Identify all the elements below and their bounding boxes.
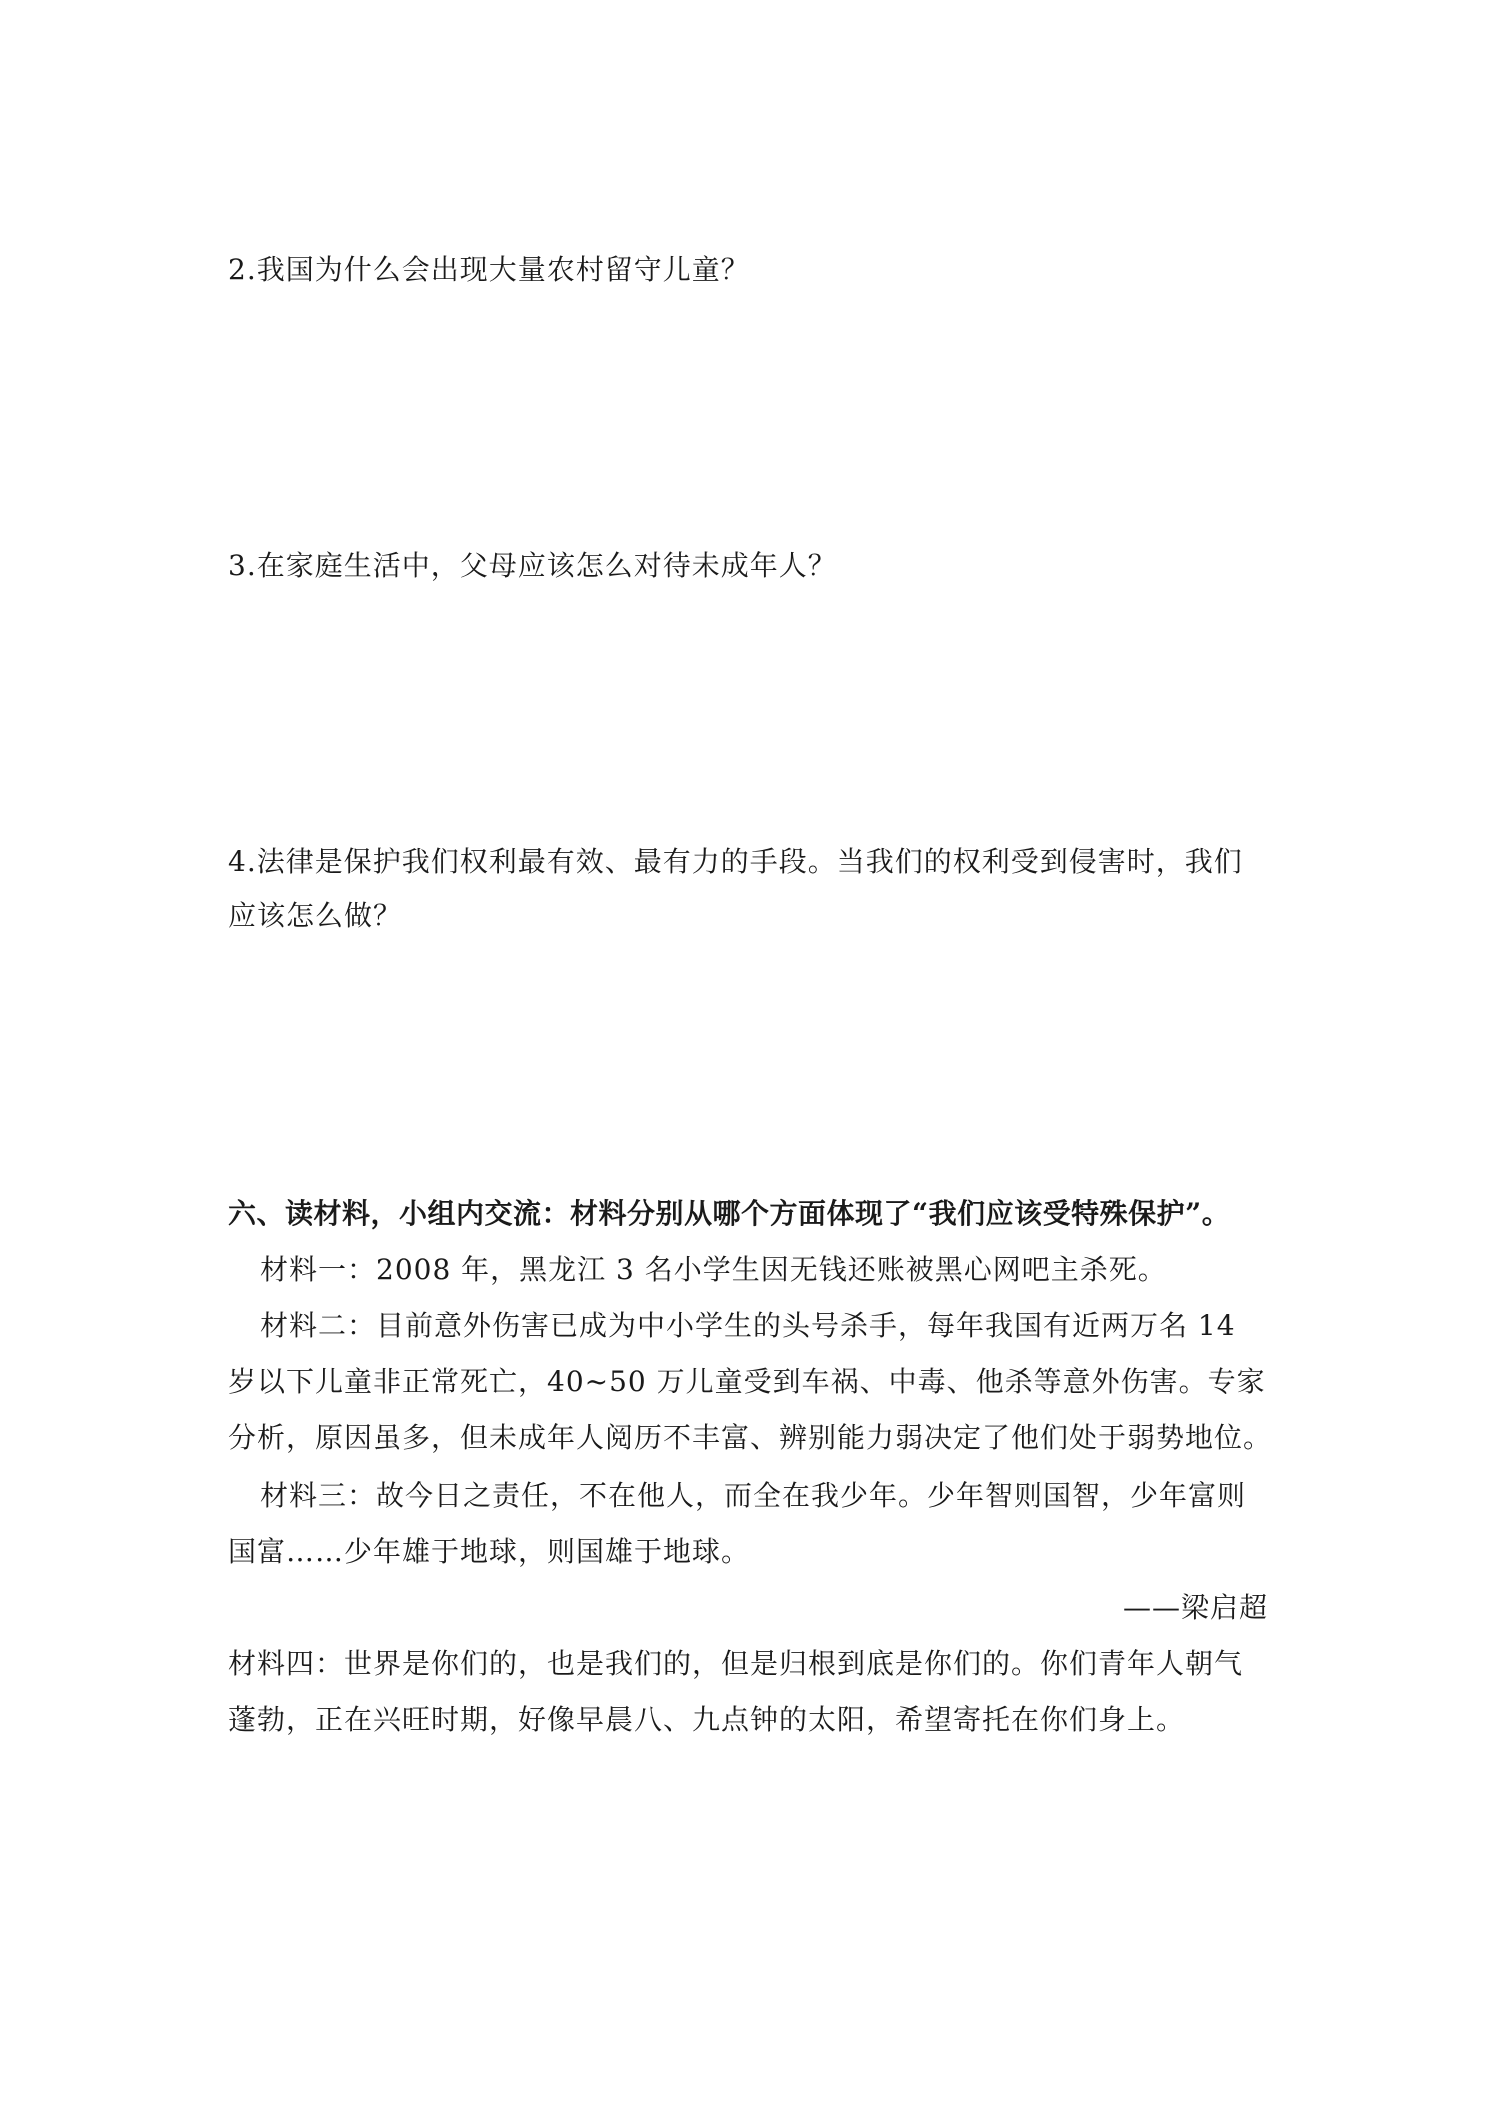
material-4-line-1: 材料四：世界是你们的，也是我们的，但是归根到底是你们的。你们青年人朝气 [228, 1647, 1244, 1680]
material-3-line-2: 国富……少年雄于地球，则国雄于地球。 [228, 1535, 751, 1568]
section-6-heading: 六、读材料，小组内交流：材料分别从哪个方面体现了“我们应该受特殊保护”。 [228, 1197, 1231, 1230]
material-3-line-1: 材料三：故今日之责任，不在他人，而全在我少年。少年智则国智，少年富则 [260, 1479, 1247, 1512]
question-4-line-1: 4.法律是保护我们权利最有效、最有力的手段。当我们的权利受到侵害时，我们 [228, 845, 1243, 878]
material-2-line-2: 岁以下儿童非正常死亡，40~50 万儿童受到车祸、中毒、他杀等意外伤害。专家 [228, 1365, 1266, 1398]
material-1: 材料一：2008 年，黑龙江 3 名小学生因无钱还账被黑心网吧主杀死。 [260, 1253, 1167, 1286]
material-3-attribution: ——梁启超 [1122, 1591, 1268, 1624]
material-2-line-1: 材料二：目前意外伤害已成为中小学生的头号杀手，每年我国有近两万名 14 [260, 1309, 1236, 1342]
material-4-line-2: 蓬勃，正在兴旺时期，好像早晨八、九点钟的太阳，希望寄托在你们身上。 [228, 1703, 1186, 1736]
material-2-line-3: 分析，原因虽多，但未成年人阅历不丰富、辨别能力弱决定了他们处于弱势地位。 [228, 1421, 1273, 1454]
question-2: 2.我国为什么会出现大量农村留守儿童？ [228, 253, 750, 286]
question-4-line-2: 应该怎么做？ [228, 899, 403, 932]
question-3: 3.在家庭生活中，父母应该怎么对待未成年人？ [228, 549, 837, 582]
